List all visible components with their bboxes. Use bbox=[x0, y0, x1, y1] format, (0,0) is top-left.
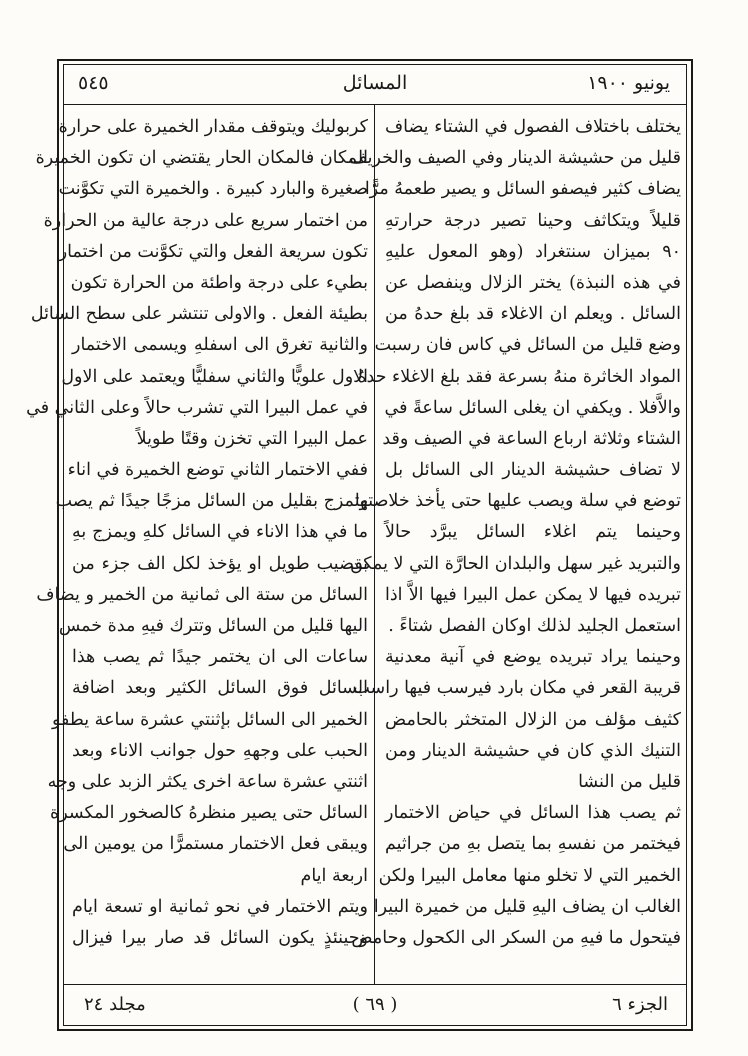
left-column-line: بطيئة الفعل . والاولى تنتشر على سطح السائل bbox=[30, 304, 368, 325]
footer-page-number: ( ٦٩ ) bbox=[352, 994, 398, 1015]
right-column-line: توضع في سلة ويصب عليها حتى يأخذ خلاصتها bbox=[354, 491, 681, 512]
footer-part: الجزء ٦ bbox=[612, 994, 668, 1015]
left-column-line: كربوليك ويتوقف مقدار الخميرة على حرارة bbox=[58, 117, 368, 137]
right-column-line: يختلف باختلاف الفصول في الشتاء يضاف bbox=[385, 117, 681, 137]
left-column-line: بطيء على درجة واطئة من الحرارة تكون bbox=[70, 272, 368, 293]
left-column-line: ففي الاختمار الثاني توضع الخميرة في اناء bbox=[67, 460, 368, 481]
left-column-line: وحينئذٍ يكون السائل قد صار بيرا فيزال bbox=[72, 927, 368, 948]
column-divider bbox=[374, 104, 375, 984]
left-column-line: وتمزج بقليل من السائل مزجًا جيدًا ثم يصب bbox=[55, 491, 368, 512]
left-column-line: عمل البيرا التي تخزن وقتًا طويلاً bbox=[136, 428, 368, 449]
right-column-line: ٩٠ بميزان سنتغراد (وهو المعول عليهِ bbox=[385, 241, 681, 262]
left-column-line: الخمير الى السائل بإثنتي عشرة ساعة يطفو bbox=[52, 709, 368, 730]
left-column-line: ما في هذا الاناء في السائل كلهِ ويمزج بهِ bbox=[72, 522, 368, 543]
right-column-line: الغالب ان يضاف اليهِ قليل من خميرة البيرا bbox=[373, 896, 681, 917]
right-column-line: تبريده فيها لا يمكن عمل البيرا فيها الاَّ اذا bbox=[385, 584, 681, 605]
left-column-line: المكان فالمكان الحار يقتضي ان تكون الخميرة bbox=[35, 148, 368, 169]
right-column-line: السائل . ويعلم ان الاغلاء قد بلغ حدهُ من bbox=[385, 304, 681, 325]
right-column-line: ثم يصب هذا السائل في حياض الاختمار bbox=[385, 803, 681, 824]
right-column-line: قريبة القعر في مكان بارد فيرسب فيها راسب bbox=[353, 678, 681, 699]
right-column-line: كثيف مؤلف من الزلال المتخثر بالحامض bbox=[385, 709, 681, 730]
right-column-line: في هذه النبذة) يختر الزلال وينفصل عن bbox=[385, 272, 681, 293]
header-page-number: ٥٤٥ bbox=[78, 72, 109, 94]
right-column-line: وحينما يتم اغلاء السائل يبرَّد حالاً bbox=[385, 522, 681, 543]
left-column-line: اليها قليل من السائل وتترك فيهِ مدة خمس bbox=[58, 616, 368, 636]
right-column-line: والاَّفلا . ويكفي ان يغلى السائل ساعةً في bbox=[384, 397, 681, 418]
left-column-line: من اختمار سريع على درجة عالية من الحرارة bbox=[43, 210, 368, 231]
right-column-line: فيختمر من نفسهِ بما يتصل بهِ من جراثيم bbox=[385, 834, 681, 855]
header-title: المسائل bbox=[342, 72, 408, 94]
left-column-line: ساعات الى ان يختمر جيدًا ثم يصب هذا bbox=[72, 647, 368, 668]
left-column-line: السائل حتى يصير منظرهُ كالصخور المكسرة bbox=[50, 803, 368, 824]
left-column-line: والثانية تغرق الى اسفلهِ ويسمى الاختمار bbox=[72, 335, 368, 356]
right-column-line: يضاف كثير فيصفو السائل و يصير طعمهُ مرًّا bbox=[364, 179, 681, 200]
right-column-line: وضع قليل من السائل في كاس فان رسبت bbox=[374, 335, 681, 356]
right-column-line: الشتاء وثلاثة ارباع الساعة في الصيف وقد bbox=[382, 428, 681, 449]
footer-volume: مجلد ٢٤ bbox=[84, 994, 146, 1015]
right-column-line: وحينما يراد تبريده يوضع في آنية معدنية bbox=[385, 647, 681, 668]
right-column-line: لا تضاف حشيشة الدينار الى السائل بل bbox=[385, 460, 681, 481]
left-column-line: تكون سريعة الفعل والتي تكوَّنت من اختمار bbox=[58, 241, 368, 262]
right-column-line: المواد الخاثرة منهُ بسرعة فقد بلغ الاغلاء حدهُ bbox=[357, 366, 681, 387]
right-column-line: الخمير التي لا تخلو منها معامل البيرا ولكن bbox=[378, 865, 681, 886]
left-column-line: في عمل البيرا التي تشرب حالاً وعلى الثاني في bbox=[26, 397, 368, 418]
left-column bbox=[26, 112, 368, 982]
page-header bbox=[70, 68, 680, 100]
left-column-line: السائل فوق السائل الكثير وبعد اضافة bbox=[72, 678, 368, 699]
right-column-line: استعمل الجليد لذلك اوكان الفصل شتاءً . bbox=[388, 616, 681, 636]
right-column bbox=[349, 112, 681, 982]
left-column-line: اربعة ايام bbox=[300, 865, 368, 886]
header-date: يونيو ١٩٠٠ bbox=[587, 72, 670, 94]
left-column-line: صغيرة والبارد كبيرة . والخميرة التي تكوَّنت bbox=[58, 179, 368, 200]
footer-rule bbox=[63, 984, 687, 985]
left-column-line: اثنتي عشرة ساعة اخرى يكثر الزبد على وجه bbox=[47, 771, 368, 792]
right-column-line: قليل من النشا bbox=[578, 771, 681, 792]
left-column-line: ويبقى فعل الاختمار مستمرًّا من يومين الى bbox=[63, 834, 368, 855]
left-column-line: السائل من ستة الى ثمانية من الخمير و يضاف bbox=[36, 584, 368, 605]
right-column-line: قليل من حشيشة الدينار وفي الصيف والخريف bbox=[349, 148, 681, 169]
left-column-line: الحبب على وجههِ حول جوانب الاناء وبعد bbox=[72, 740, 368, 761]
right-column-line: قليلاً ويتكاثف وحينا تصير درجة حرارتهِ bbox=[385, 210, 681, 231]
left-column-line: الاول علويًّا والثاني سفليًّا ويعتمد على الاول bbox=[61, 366, 368, 387]
right-column-line: فيتحول ما فيهِ من السكر الى الكحول وحامض bbox=[351, 927, 681, 948]
left-column-line: ويتم الاختمار في نحو ثمانية او تسعة ايام bbox=[72, 896, 368, 917]
left-column-line: بقضيب طويل او يؤخذ لكل الف جزء من bbox=[72, 553, 368, 574]
right-column-line: التنيك الذي كان في حشيشة الدينار ومن bbox=[385, 740, 681, 761]
right-column-line: والتبريد غير سهل والبلدان الحارَّة التي لا يمكن bbox=[349, 553, 681, 574]
page-footer bbox=[70, 990, 680, 1022]
header-rule bbox=[63, 104, 687, 105]
